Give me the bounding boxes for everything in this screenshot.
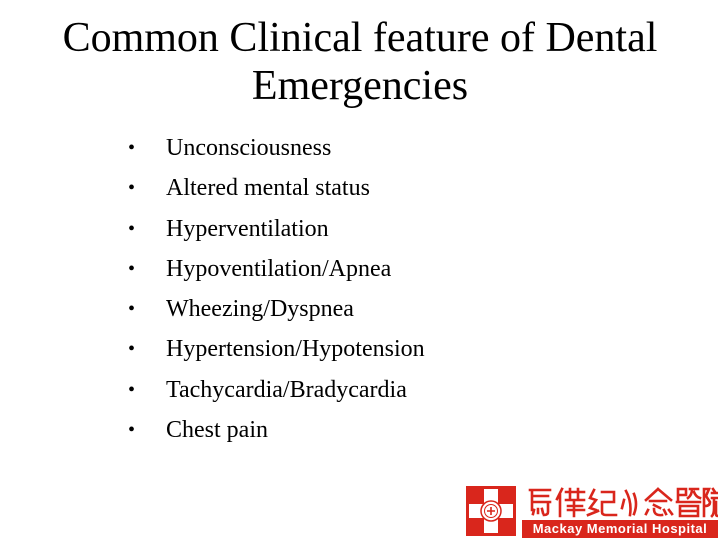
bullet-icon: • <box>128 177 136 200</box>
list-item <box>128 209 425 249</box>
bullet-icon: • <box>128 338 136 361</box>
list-item-text: Unconsciousness <box>166 135 332 161</box>
list-item <box>128 370 425 410</box>
list-item-text: Chest pain <box>166 417 268 444</box>
hospital-logo <box>466 486 718 540</box>
slide-title-line-2: Emergencies <box>251 63 469 109</box>
list-item <box>128 128 425 168</box>
bullet-icon: • <box>128 298 136 321</box>
list-item-text: Hypertension/Hypotension <box>166 336 425 363</box>
list-item-text: Wheezing/Dyspnea <box>166 296 354 323</box>
bullet-icon: • <box>128 419 136 442</box>
list-item <box>128 410 425 450</box>
logo-english-name: Mackay Memorial Hospital <box>522 520 718 538</box>
bullet-icon: • <box>128 217 136 240</box>
logo-chinese-name <box>526 486 718 518</box>
bullet-icon: • <box>128 137 136 159</box>
list-item-text: Hypoventilation/Apnea <box>166 255 392 282</box>
list-item <box>128 329 425 369</box>
slide-title <box>0 14 720 110</box>
list-item-text: Hyperventilation <box>166 215 329 242</box>
list-item <box>128 289 425 329</box>
list-item <box>128 168 425 208</box>
list-item-text: Altered mental status <box>166 175 370 202</box>
red-cross-emblem-icon <box>466 486 516 536</box>
list-item-text: Tachycardia/Bradycardia <box>166 376 407 403</box>
bullet-icon: • <box>128 378 136 401</box>
bullet-list <box>128 128 425 450</box>
list-item <box>128 249 425 289</box>
bullet-icon: • <box>128 257 136 280</box>
slide-title-line-1: Common Clinical feature of Dental <box>62 15 658 61</box>
